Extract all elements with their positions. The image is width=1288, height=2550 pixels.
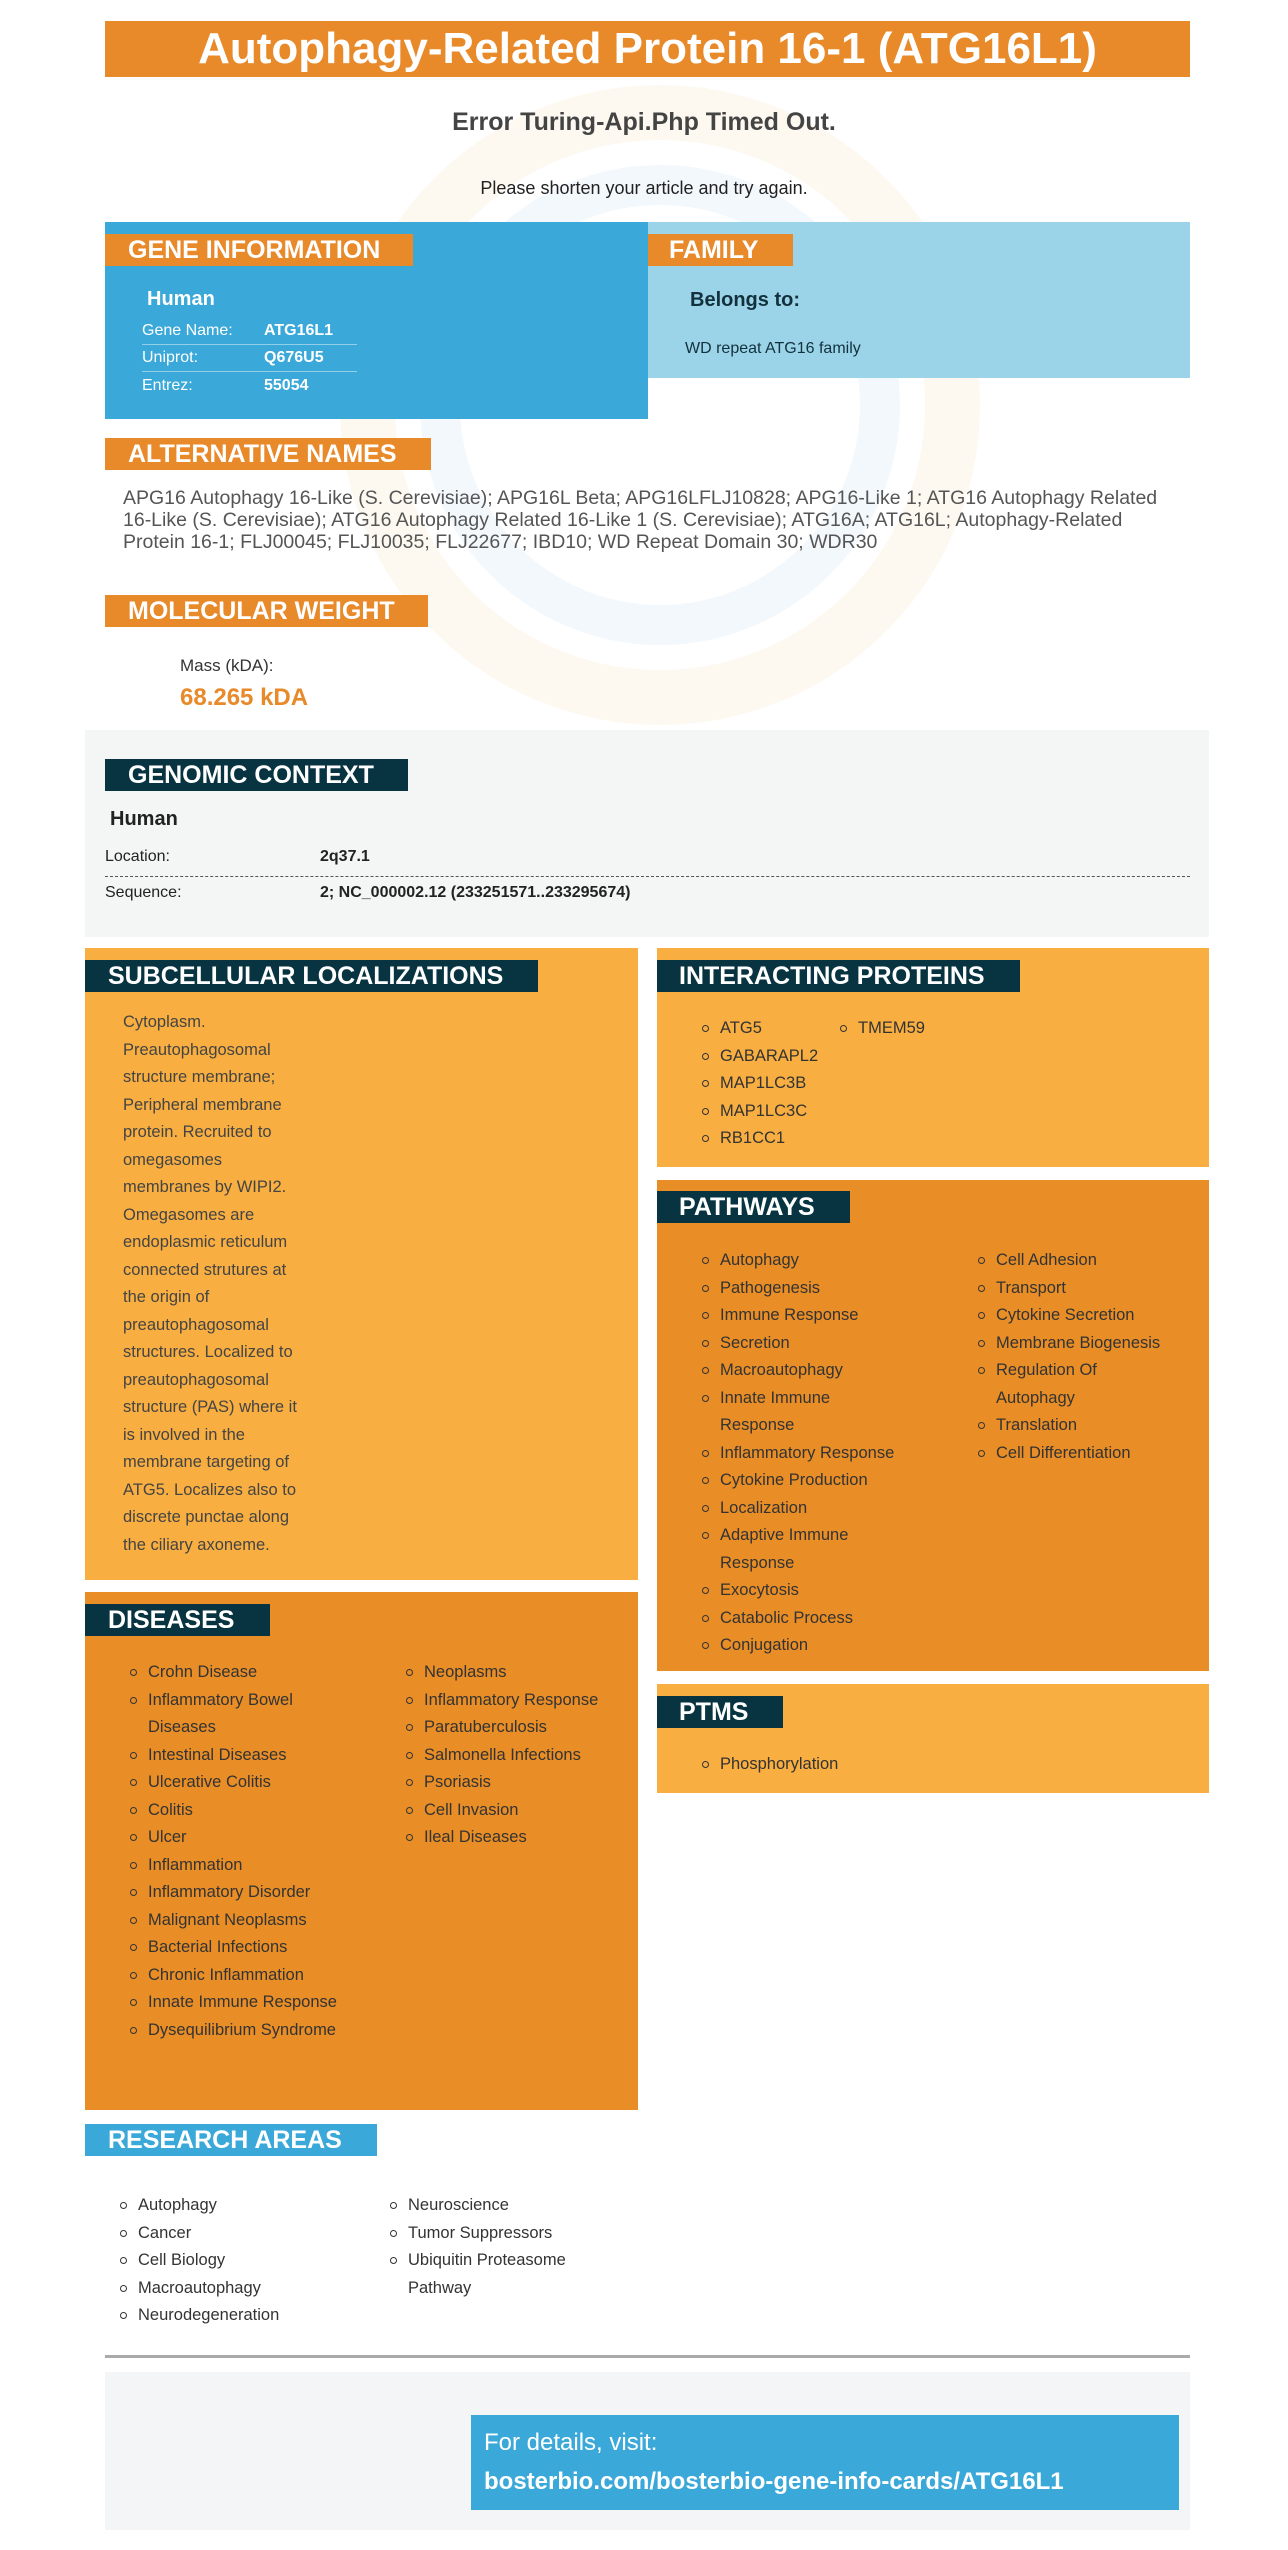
genomic-context-header: GENOMIC CONTEXT: [105, 759, 408, 791]
list-item: Adaptive Immune Response: [700, 1522, 900, 1577]
list-item: Macroautophagy: [118, 2275, 338, 2303]
list-item: MAP1LC3B: [700, 1070, 830, 1098]
interacting-proteins-list-2: [838, 1015, 988, 1043]
list-item: Cell Biology: [118, 2247, 338, 2275]
list-item: Innate Immune Response: [128, 1989, 338, 2017]
gene-row-key: Gene Name:: [142, 322, 233, 339]
location-value: 2q37.1: [320, 848, 370, 865]
subcellular-line: the origin of: [123, 1288, 210, 1306]
page-title: Autophagy-Related Protein 16-1 (ATG16L1): [105, 21, 1190, 77]
list-item: Autophagy: [700, 1247, 900, 1275]
alternative-names-header: ALTERNATIVE NAMES: [105, 438, 431, 470]
ptms-list: [700, 1751, 900, 1779]
list-item: Translation: [976, 1412, 1176, 1440]
details-caption: For details, visit:: [484, 2429, 658, 2456]
subcellular-line: preautophagosomal: [123, 1370, 269, 1389]
subcellular-text: [123, 1009, 353, 1559]
genomic-species: Human: [110, 808, 178, 830]
pathways-list-1: [700, 1247, 900, 1660]
list-item: Ulcerative Colitis: [128, 1769, 338, 1797]
subcellular-line: connected strutures at: [123, 1260, 287, 1279]
list-item: Psoriasis: [404, 1769, 624, 1797]
list-item: Ulcer: [128, 1824, 338, 1852]
interacting-proteins-list-1: [700, 1015, 830, 1153]
list-item: Transport: [976, 1275, 1176, 1303]
gene-info-table: [142, 318, 357, 399]
gene-row-entrez: [142, 372, 357, 399]
mass-value: 68.265 kDA: [180, 684, 309, 711]
alternative-names-text: APG16 Autophagy 16-Like (S. Cerevisiae); APG16L Beta; APG16LFLJ10828; APG16-Like 1; ATG16 Autophagy Related 16-Like (S. Cerevisiae); ATG16 Autophagy Related 16-Like 1 (S. Cerevisiae); ATG16A; ATG16L; Autophagy-Related Protein 16-1; FLJ00045; FLJ10035; FLJ22677; IBD10; WD Repeat Domain 30; WDR30: [123, 487, 1158, 553]
gene-row-name: [142, 318, 357, 345]
list-item: Catabolic Process: [700, 1605, 900, 1633]
list-item: Paratuberculosis: [404, 1714, 624, 1742]
research-areas-list-2: [388, 2192, 598, 2302]
gene-row-value: Q676U5: [264, 349, 324, 366]
gene-species: Human: [147, 288, 215, 310]
subcellular-line: Cytoplasm.: [123, 1013, 206, 1031]
subcellular-header: SUBCELLULAR LOCALIZATIONS: [85, 960, 538, 992]
list-item: ATG5: [700, 1015, 830, 1043]
subcellular-line: the ciliary axoneme.: [123, 1535, 270, 1554]
list-item: Inflammatory Bowel Diseases: [128, 1687, 338, 1742]
pathways-header: PATHWAYS: [657, 1191, 850, 1223]
list-item: Localization: [700, 1495, 900, 1523]
list-item: Cytokine Production: [700, 1467, 900, 1495]
list-item: Conjugation: [700, 1632, 900, 1660]
gene-row-key: Uniprot:: [142, 349, 199, 366]
diseases-list-1: [128, 1659, 338, 2044]
location-label: Location:: [105, 848, 170, 865]
subcellular-line: is involved in the: [123, 1425, 245, 1444]
list-item: Dysequilibrium Syndrome: [128, 2017, 338, 2045]
diseases-header: DISEASES: [85, 1604, 270, 1636]
subcellular-line: discrete punctae along: [123, 1508, 290, 1526]
list-item: Cancer: [118, 2220, 338, 2248]
list-item: Inflammatory Response: [700, 1440, 900, 1468]
list-item: Intestinal Diseases: [128, 1742, 338, 1770]
list-item: Ubiquitin Proteasome Pathway: [388, 2247, 598, 2302]
gene-row-key: Entrez:: [142, 376, 193, 394]
list-item: Tumor Suppressors: [388, 2220, 598, 2248]
list-item: Inflammation: [128, 1852, 338, 1880]
genomic-divider: [105, 876, 1190, 877]
diseases-list-2: [404, 1659, 624, 1852]
list-item: Colitis: [128, 1797, 338, 1825]
family-belongs-label: Belongs to:: [690, 289, 800, 311]
subcellular-line: structures. Localized to: [123, 1343, 293, 1361]
list-item: Ileal Diseases: [404, 1824, 624, 1852]
subcellular-line: Peripheral membrane: [123, 1095, 282, 1114]
list-item: Macroautophagy: [700, 1357, 900, 1385]
list-item: MAP1LC3C: [700, 1098, 830, 1126]
error-title: Error Turing-Api.Php Timed Out.: [452, 108, 836, 136]
gene-information-header: GENE INFORMATION: [105, 234, 413, 266]
details-url[interactable]: bosterbio.com/bosterbio-gene-info-cards/ATG16L1: [484, 2468, 1064, 2495]
list-item: Immune Response: [700, 1302, 900, 1330]
molecular-weight-header: MOLECULAR WEIGHT: [105, 595, 428, 627]
details-link-box[interactable]: [471, 2415, 1179, 2510]
list-item: Membrane Biogenesis: [976, 1330, 1176, 1358]
list-item: Malignant Neoplasms: [128, 1907, 338, 1935]
list-item: Neuroscience: [388, 2192, 598, 2220]
subcellular-line: preautophagosomal: [123, 1315, 269, 1334]
family-header: FAMILY: [648, 234, 793, 266]
subcellular-line: structure membrane;: [123, 1068, 276, 1086]
subcellular-line: structure (PAS) where it: [123, 1398, 297, 1416]
footer-divider: [105, 2355, 1190, 2358]
list-item: TMEM59: [838, 1015, 988, 1043]
list-item: RB1CC1: [700, 1125, 830, 1153]
interacting-proteins-header: INTERACTING PROTEINS: [657, 960, 1020, 992]
list-item: Innate Immune Response: [700, 1385, 900, 1440]
list-item: Bacterial Infections: [128, 1934, 338, 1962]
pathways-list-2: [976, 1247, 1176, 1467]
sequence-label: Sequence:: [105, 884, 182, 901]
ptms-header: PTMS: [657, 1696, 783, 1728]
genomic-location-row: [105, 848, 1190, 866]
list-item: Inflammatory Response: [404, 1687, 624, 1715]
subcellular-line: membranes by WIPI2.: [123, 1178, 287, 1196]
error-message: Please shorten your article and try again.: [480, 178, 808, 198]
list-item: Neurodegeneration: [118, 2302, 338, 2330]
list-item: Cell Differentiation: [976, 1440, 1176, 1468]
list-item: Salmonella Infections: [404, 1742, 624, 1770]
list-item: Pathogenesis: [700, 1275, 900, 1303]
subcellular-line: protein. Recruited to: [123, 1123, 272, 1141]
subcellular-line: Omegasomes are: [123, 1205, 255, 1224]
list-item: Phosphorylation: [700, 1751, 900, 1779]
gene-row-uniprot: [142, 345, 357, 372]
list-item: GABARAPL2: [700, 1043, 830, 1071]
gene-row-value: 55054: [264, 376, 309, 394]
subcellular-line: ATG5. Localizes also to: [123, 1480, 297, 1499]
subcellular-line: omegasomes: [123, 1150, 223, 1169]
family-value: WD repeat ATG16 family: [685, 340, 861, 357]
research-areas-list-1: [118, 2192, 338, 2330]
list-item: Neoplasms: [404, 1659, 624, 1687]
subcellular-line: membrane targeting of: [123, 1453, 290, 1471]
list-item: Cytokine Secretion: [976, 1302, 1176, 1330]
gene-row-value: ATG16L1: [264, 322, 334, 339]
list-item: Autophagy: [118, 2192, 338, 2220]
list-item: Cell Adhesion: [976, 1247, 1176, 1275]
subcellular-line: endoplasmic reticulum: [123, 1233, 288, 1251]
list-item: Crohn Disease: [128, 1659, 338, 1687]
list-item: Cell Invasion: [404, 1797, 624, 1825]
list-item: Exocytosis: [700, 1577, 900, 1605]
list-item: Regulation Of Autophagy: [976, 1357, 1176, 1412]
sequence-value: 2; NC_000002.12 (233251571..233295674): [320, 884, 631, 901]
research-areas-header: RESEARCH AREAS: [85, 2124, 377, 2156]
list-item: Inflammatory Disorder: [128, 1879, 338, 1907]
subcellular-line: Preautophagosomal: [123, 1040, 271, 1059]
list-item: Secretion: [700, 1330, 900, 1358]
mass-label: Mass (kDA):: [180, 656, 274, 675]
genomic-sequence-row: [105, 884, 1190, 902]
list-item: Chronic Inflammation: [128, 1962, 338, 1990]
